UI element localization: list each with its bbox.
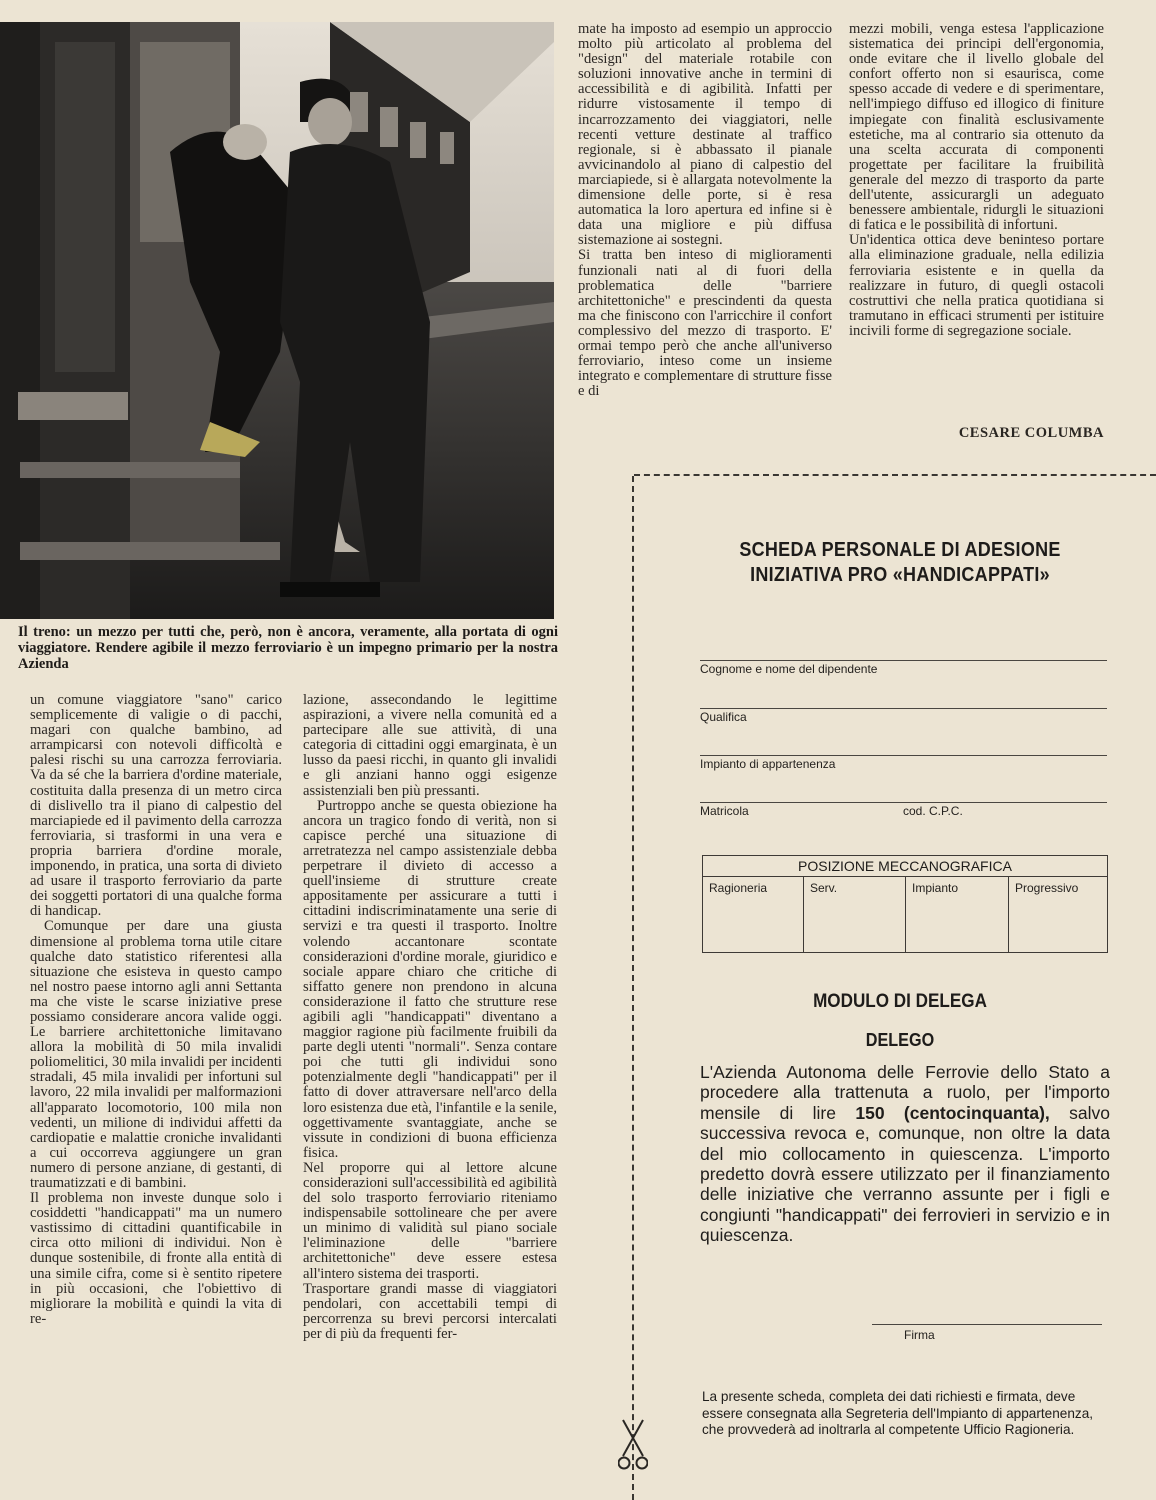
form-title-line-1: SCHEDA PERSONALE DI ADESIONE: [739, 539, 1061, 561]
posizione-meccanografica-table: [702, 855, 1108, 953]
train-boarding-photo: [0, 22, 554, 619]
impianto-label: Impianto: [912, 881, 959, 895]
paragraph: mate ha imposto ad esempio un approccio molto più articolato al problema del "design" del materiale rotabile con soluzioni innovative anche in termini di accessibilità e di agibilità. Infatti per ridurre vistosamente il tempo di incarrozzamento dei viaggiatori, nelle recenti vetture destinate al traffico regionale, si è abbassato il pianale avvicinandolo al piano di calpestio del marciapiede, si è allargata notevolmente la dimensione delle porte, si è resa automatica la loro apertura ed infine si è data una migliore e più diffusa sistemazione ai sostegni.: [578, 21, 832, 249]
paragraph: un comune viaggiatore "sano" carico semplicemente di valigie o di pacchi, magari con qualche bambino, ad arrampicarsi con notevoli difficoltà e palesi rischi su una carrozza ferroviaria. Va da sé che la barriera d'ordine materiale, costituita dalla presenza di un metro circa di dislivello tra il piano di calpestio del marciapiede ed il pavimento della carrozza ferroviaria, si trasformi in una vera e propria barriera d'ordine morale, imponendo, in pratica, una sorta di divieto ad usare il trasporto ferroviario da parte dei soggetti portatori di una qualche forma di handicap.: [30, 692, 282, 920]
paragraph: Purtroppo anche se questa obiezione ha ancora un tragico fondo di verità, non si capisce perché una situazione di arretratezza nel campo assistenziale debba perpetrare il divieto di accesso a quell'insieme di strutture create appositamente per assicurare a tutti i cittadini indiscriminatamente una serie di servizi e tra questi il trasporto. Inoltre volendo accantonare scontate considerazioni d'ordine morale, giuridico e sociale appare chiaro che critiche di siffatto genere non prendono in alcuna considerazione il fatto che strutture rese agibili agli "handicappati" diventano a maggior ragione più facilmente fruibili da parte degli utenti "normali". Senza contare poi che tutti gli individui sono potenzialmente degli "handicappati" per il fatto di dover attraversare nell'arco della loro esistenza due età, l'infantile e la senile, oggettivamente svantaggiate, anche se vissute in condizioni di buona efficienza fisica.: [303, 797, 557, 1161]
article-column-2: [303, 693, 557, 1342]
cut-line-horizontal: [634, 474, 1156, 476]
impianto-field[interactable]: [700, 735, 1107, 771]
paragraph: Si tratta ben inteso di miglioramenti funzionali nati al di fuori della problematica delle "barriere architettoniche" e prescindenti da questa ma che finiscono con l'arricchire il confort complessivo del mezzo di trasporto. E' ormai tempo però che anche all'universo ferroviario, inteso come un insieme integrato e complementare di strutture fisse e di: [578, 247, 832, 400]
delego-heading: DELEGO: [865, 1030, 935, 1050]
ragioneria-label: Ragioneria: [709, 881, 768, 895]
matricola-field-label: Matricola: [700, 804, 749, 818]
author-signature: CESARE COLUMBA: [958, 425, 1104, 441]
impianto-cell[interactable]: [906, 877, 1009, 952]
article-column-1: [30, 693, 282, 1327]
scissors-icon: [618, 1418, 648, 1472]
paragraph: Il problema non investe dunque solo i cosiddetti "handicappati" ma un numero vastissimo di cittadini quantificabile in circa otto milioni di individui. Non è dunque sostenibile, di fronte alla entità di una simile cifra, come si è sentito ripetere in più occasioni, che l'obiettivo di migliorare la mobilità e quindi la vita di re-: [30, 1190, 282, 1327]
paragraph: Un'identica ottica deve beninteso portare alla eliminazione graduale, nella edilizia ferroviaria esistente e in quella da realizzare in futuro, di quegli ostacoli costruttivi che nella pratica quotidiana si tramutano in efficaci strumenti per istituire incivili forme di segregazione sociale.: [849, 232, 1104, 339]
signature-line[interactable]: [872, 1324, 1102, 1325]
paragraph: Trasportare grandi masse di viaggiatori pendolari, con accettabili tempi di percorrenza su brevi percorsi intercalati per di più da frequenti fer-: [303, 1280, 557, 1342]
form-footnote: La presente scheda, completa dei dati richiesti e firmata, deve essere consegnata alla Segreteria dell'Impianto di appartenenza, che provvederà ad inoltrarla al competente Ufficio Ragioneria.: [702, 1389, 1094, 1438]
impianto-field-label: Impianto di appartenenza: [700, 757, 836, 771]
matricola-field[interactable]: [700, 782, 1107, 818]
paragraph: Nel proporre qui al lettore alcune considerazioni sull'accessibilità ed agibilità del solo trasporto ferroviario riteniamo indispensabile sottolineare che per avere un minimo di validità sul piano sociale l'eliminazione delle "barriere architettoniche" deve essere estesa all'intero sistema dei trasporti.: [303, 1159, 557, 1282]
delega-amount: 150 (centocinquanta),: [855, 1102, 1050, 1123]
ragioneria-cell[interactable]: [703, 877, 804, 952]
modulo-delega-title: MODULO DI DELEGA: [813, 991, 987, 1012]
paragraph: mezzi mobili, venga estesa l'applicazione sistematica dei principi dell'ergonomia, onde evitare che il livello globale del confort offerto non si esaurisca, come spesso accade di vedere e di sperimentare, nell'impiego diffuso ed illogico di finiture impiegate con finalità esclusivamente estetiche, ma al contrario sia ottenuto da una scelta accurata di componenti progettate per facilitare la fruibilità generale del mezzo di trasporto da parte dell'utente, assicurargli un adeguato benessere ambientale, ridurgli le situazioni di fatica e le possibilità di infortuni.: [849, 21, 1104, 234]
posizione-header: POSIZIONE MECCANOGRAFICA: [703, 856, 1107, 877]
delega-text-part-1: L'Azienda Autonoma delle Ferrovie dello Stato a procedere alla trattenuta a ruolo, per l'importo mensile di lire: [700, 1062, 1110, 1123]
qualifica-field-label: Qualifica: [700, 710, 747, 724]
delega-text-part-2: salvo successiva revoca e, comunque, non oltre la data del mio collocamento in quiescenza. L'importo predetto dovrà essere utilizzato per il finanziamento delle iniziative che verranno assunte per i figli e congiunti "handicappati" dei ferrovieri in servizio e in quiescenza.: [700, 1102, 1110, 1246]
paragraph: Comunque per dare una giusta dimensione al problema torna utile citare qualche dato statistico riferentesi alla situazione che esisteva in questo campo nel nostro paese intorno agli anni Settanta ma che viste le scarse iniziative prese possiamo considerare ancora valide oggi. Le barriere architettoniche limitavano allora la mobilità di 50 mila invalidi poliomelitici, 30 mila invalidi per incidenti stradali, 45 mila invalidi per infortuni sul lavoro, 22 mila invalidi per malformazioni all'apparato locomotorio, 100 mila non vedenti, un milione di individui affetti da cardiopatie e malattie croniche invalidanti a cui occorreva aggiungere un gran numero di persone anziane, di gestanti, di traumatizzati e di bambini.: [30, 918, 282, 1191]
cut-line-vertical: [632, 476, 634, 1500]
name-field[interactable]: [700, 640, 1107, 676]
name-field-label: Cognome e nome del dipendente: [700, 662, 878, 676]
firma-label: Firma: [904, 1328, 935, 1342]
article-column-3: [578, 22, 832, 399]
photo-caption: Il treno: un mezzo per tutti che, però, non è ancora, veramente, alla portata di ogni viaggiatore. Rendere agibile il mezzo ferroviario è un impegno primario per la nostra Azienda: [18, 624, 558, 672]
form-title: [711, 538, 1089, 588]
serv-label: Serv.: [810, 881, 838, 895]
qualifica-field[interactable]: [700, 688, 1107, 724]
delega-text: [700, 1062, 1110, 1246]
progressivo-label: Progressivo: [1015, 881, 1079, 895]
paragraph: lazione, assecondando le legittime aspirazioni, a vivere nella comunità ed a partecipare alle sue attività, di una categoria di cittadini oggi emarginata, è un lusso da paesi ricchi, in quanto gli invalidi e gli anziani hanno oggi esigenze assistenziali ben più pressanti.: [303, 692, 557, 799]
article-column-4: [849, 22, 1104, 339]
form-title-line-2: INIZIATIVA PRO «HANDICAPPATI»: [750, 564, 1050, 586]
progressivo-cell[interactable]: [1009, 877, 1107, 952]
cpc-field-label: cod. C.P.C.: [903, 804, 963, 818]
serv-cell[interactable]: [804, 877, 906, 952]
